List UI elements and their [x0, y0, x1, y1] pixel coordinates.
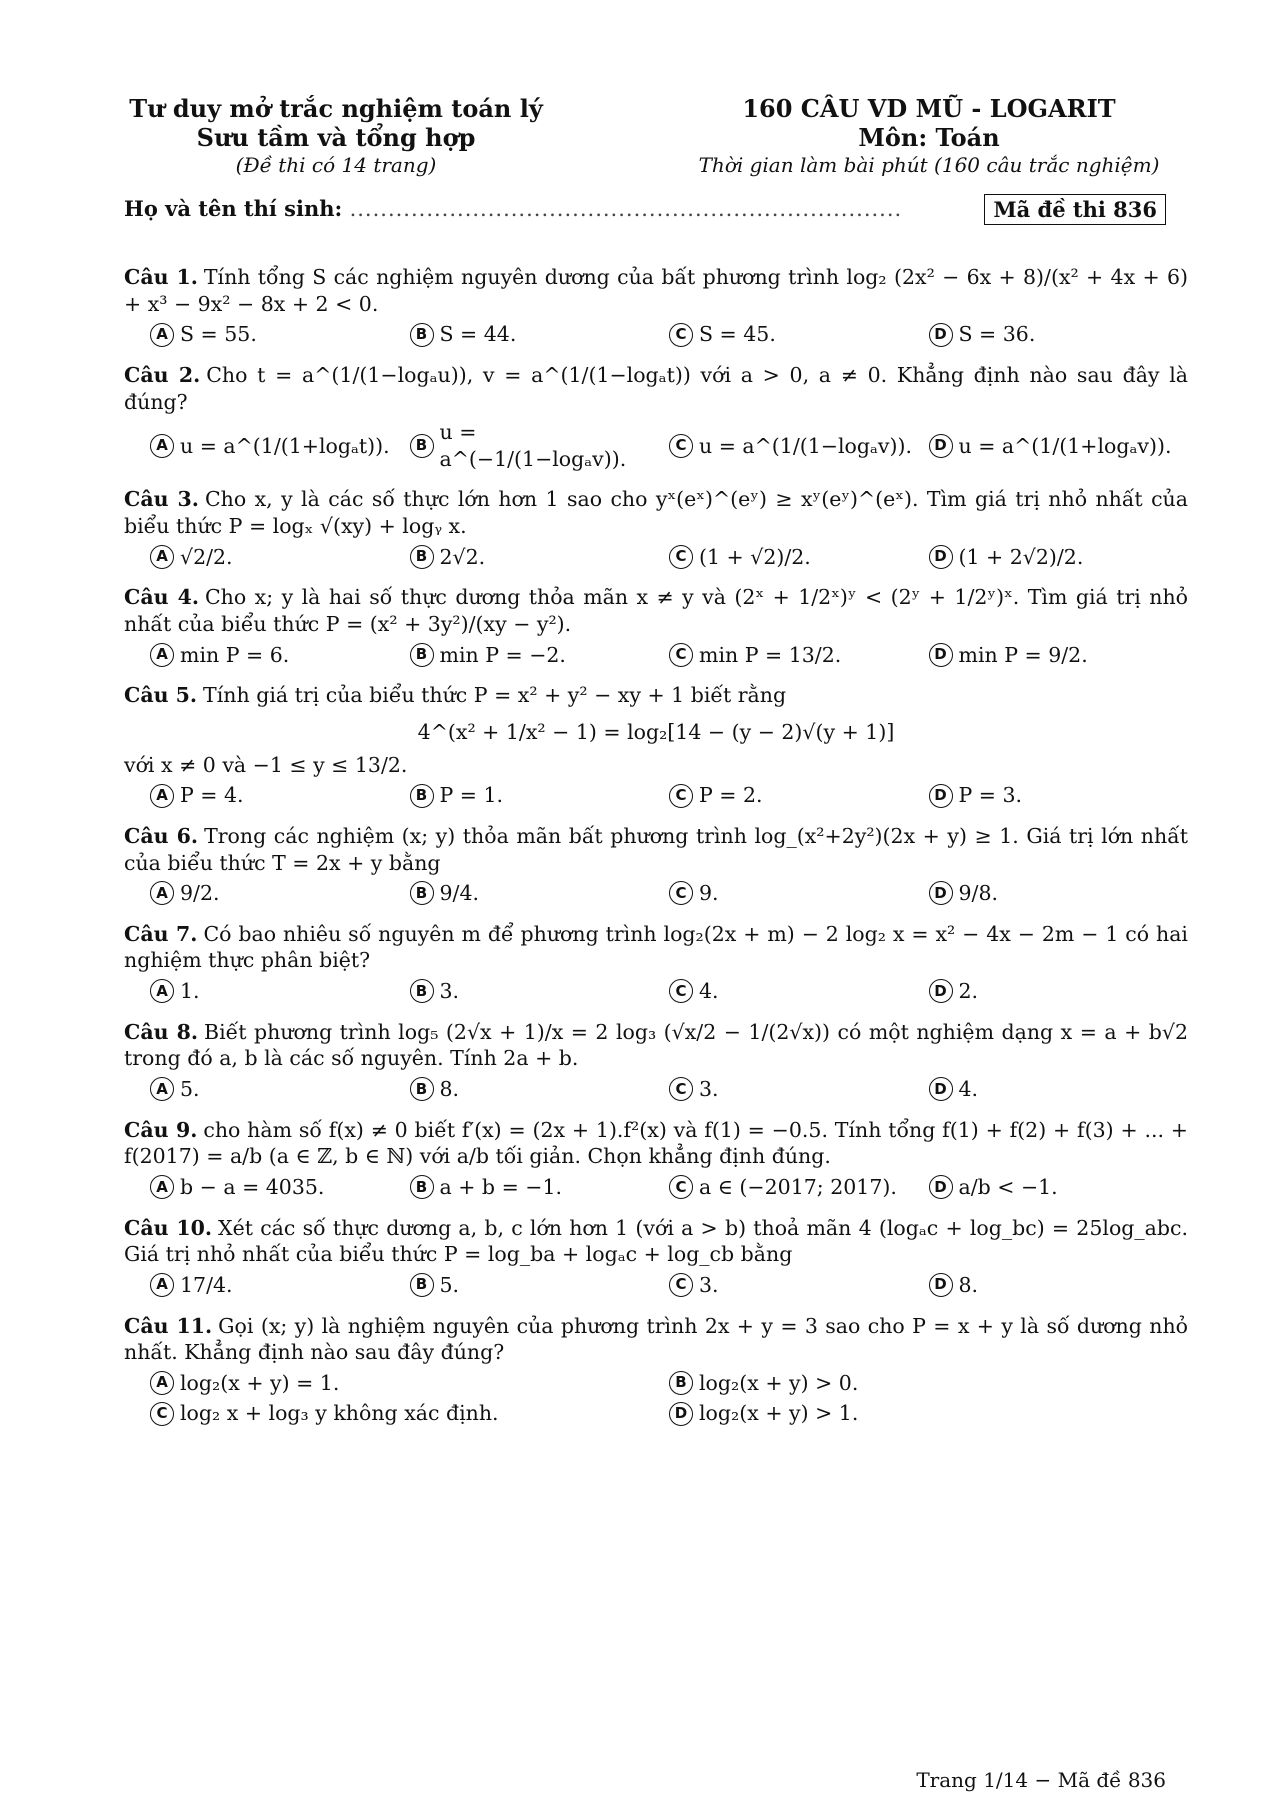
option-text: b − a = 4035. — [180, 1174, 325, 1199]
option-d[interactable] — [929, 978, 1189, 1005]
option-text: log₂(x + y) = 1. — [180, 1370, 340, 1395]
option-text: log₂ x + log₃ y không xác định. — [180, 1401, 499, 1426]
option-text: S = 45. — [699, 322, 776, 347]
subject-title: Môn: Toán — [858, 123, 1000, 153]
question-label: Câu 3. — [124, 487, 199, 512]
options-row — [124, 782, 1188, 809]
option-letter-badge: A — [150, 323, 174, 347]
question-4 — [124, 584, 1188, 668]
option-letter-badge: A — [150, 784, 174, 808]
option-c[interactable] — [669, 1076, 929, 1103]
question-text: Tính tổng S các nghiệm nguyên dương của bất phương trình log₂ (2x² − 6x + 8)/(x² + 4x + 6) + x³ − 9x² − 8x + 2 < 0. — [124, 265, 1188, 316]
options-row — [124, 544, 1188, 571]
option-letter-badge: C — [669, 323, 693, 347]
option-letter-badge: C — [669, 1077, 693, 1101]
option-text: log₂(x + y) > 0. — [699, 1370, 859, 1395]
question-text: Trong các nghiệm (x; y) thỏa mãn bất phương trình log_(x²+2y²)(2x + y) ≥ 1. Giá trị lớn nhất của biểu thức T = 2x + y bằng — [124, 823, 1188, 875]
option-letter-badge: B — [410, 1273, 434, 1297]
student-name-field: ........................................................................ — [349, 197, 903, 221]
option-a[interactable] — [150, 782, 410, 809]
option-b[interactable] — [410, 544, 670, 571]
option-text: log₂(x + y) > 1. — [699, 1401, 859, 1426]
option-letter-badge: B — [410, 545, 434, 569]
question-8 — [124, 1019, 1188, 1103]
option-text: 2. — [958, 979, 979, 1004]
display-formula: 4^(x² + 1/x² − 1) = log₂[14 − (y − 2)√(y + 1)] — [417, 719, 895, 744]
option-a[interactable] — [150, 642, 410, 669]
options-row — [124, 880, 1188, 907]
option-letter-badge: A — [150, 434, 174, 458]
option-a[interactable] — [150, 1370, 669, 1397]
option-a[interactable] — [150, 1272, 410, 1299]
option-b[interactable] — [410, 1174, 670, 1201]
option-d[interactable] — [929, 419, 1189, 472]
option-text: u = a^(−1/(1−logₐv)). — [439, 420, 627, 471]
option-c[interactable] — [669, 419, 929, 472]
question-text: cho hàm số f(x) ≠ 0 biết f′(x) = (2x + 1).f²(x) và f(1) = −0.5. Tính tổng f(1) + f(2) + f(3) + ... + f(2017) = a/b (a ∈ ℤ, b ∈ ℕ) với a/b tối giản. Chọn khẳng định đúng. — [124, 1117, 1188, 1169]
question-condition: với x ≠ 0 và −1 ≤ y ≤ 13/2. — [124, 752, 408, 777]
option-letter-badge: A — [150, 1077, 174, 1101]
option-letter-badge: C — [669, 784, 693, 808]
option-letter-badge: B — [410, 979, 434, 1003]
option-text: u = a^(1/(1+logₐt)). — [180, 433, 390, 458]
question-text: Cho t = a^(1/(1−logₐu)), v = a^(1/(1−logₐt)) với a > 0, a ≠ 0. Khẳng định nào sau đây là đúng? — [124, 362, 1188, 414]
exam-code-box: Mã đề thi 836 — [984, 194, 1166, 225]
option-text: 9/4. — [439, 881, 480, 906]
option-d[interactable] — [929, 1272, 1189, 1299]
option-text: a/b < −1. — [958, 1174, 1058, 1199]
header-left — [110, 94, 562, 177]
option-text: (1 + √2)/2. — [699, 544, 811, 569]
option-c[interactable] — [669, 544, 929, 571]
option-letter-badge: C — [669, 1273, 693, 1297]
option-text: min P = −2. — [439, 642, 566, 667]
option-c[interactable] — [669, 1174, 929, 1201]
option-letter-badge: B — [410, 643, 434, 667]
option-d[interactable] — [669, 1400, 1188, 1427]
option-text: P = 3. — [958, 783, 1023, 808]
option-letter-badge: D — [929, 1077, 953, 1101]
question-label: Câu 2. — [124, 362, 201, 387]
option-letter-badge: D — [929, 881, 953, 905]
option-a[interactable] — [150, 1076, 410, 1103]
option-text: S = 36. — [958, 322, 1036, 347]
question-label: Câu 11. — [124, 1313, 213, 1338]
option-b[interactable] — [410, 880, 670, 907]
option-letter-badge: A — [150, 545, 174, 569]
option-text: 3. — [439, 979, 460, 1004]
option-d[interactable] — [929, 880, 1189, 907]
question-7 — [124, 921, 1188, 1005]
question-10 — [124, 1215, 1188, 1299]
options-row — [124, 978, 1188, 1005]
options-row — [124, 642, 1188, 669]
option-text: 5. — [180, 1077, 200, 1102]
options-row — [124, 419, 1188, 472]
option-text: 3. — [699, 1272, 719, 1297]
option-b[interactable] — [410, 321, 670, 348]
option-letter-badge: B — [410, 323, 434, 347]
option-a[interactable] — [150, 1174, 410, 1201]
page-footer: Trang 1/14 − Mã đề 836 — [916, 1768, 1166, 1792]
option-letter-badge: D — [929, 323, 953, 347]
option-b[interactable] — [410, 978, 670, 1005]
option-d[interactable] — [929, 642, 1189, 669]
option-letter-badge: C — [150, 1402, 174, 1426]
options-row — [124, 1272, 1188, 1299]
question-label: Câu 7. — [124, 921, 198, 946]
option-letter-badge: C — [669, 1175, 693, 1199]
question-text: Cho x; y là hai số thực dương thỏa mãn x ≠ y và (2ˣ + 1/2ˣ)ʸ < (2ʸ + 1/2ʸ)ˣ. Tìm giá trị nhỏ nhất của biểu thức P = (x² + 3y²)/(xy − y²). — [124, 585, 1188, 637]
option-text: (1 + 2√2)/2. — [958, 544, 1084, 569]
option-letter-badge: D — [929, 434, 953, 458]
option-text: P = 2. — [699, 783, 763, 808]
option-text: 1. — [180, 979, 200, 1004]
option-letter-badge: C — [669, 881, 693, 905]
option-letter-badge: D — [929, 643, 953, 667]
option-letter-badge: D — [929, 979, 953, 1003]
question-label: Câu 6. — [124, 823, 199, 848]
option-letter-badge: A — [150, 1273, 174, 1297]
question-text: Gọi (x; y) là nghiệm nguyên của phương trình 2x + y = 3 sao cho P = x + y là số dương nhỏ nhất. Khẳng định nào sau đây đúng? — [124, 1313, 1188, 1365]
options-row — [124, 1076, 1188, 1103]
exam-title: 160 CÂU VD MŨ - LOGARIT — [742, 94, 1116, 123]
option-letter-badge: B — [669, 1371, 693, 1395]
option-b[interactable] — [410, 1272, 670, 1299]
page-count-note: (Đề thi có 14 trang) — [235, 152, 437, 177]
option-text: u = a^(1/(1−logₐv)). — [699, 433, 912, 458]
collection-title: Sưu tầm và tổng hợp — [196, 123, 476, 153]
option-text: S = 44. — [439, 322, 517, 347]
option-a[interactable] — [150, 978, 410, 1005]
option-c[interactable] — [150, 1400, 669, 1427]
option-b[interactable] — [410, 782, 670, 809]
option-letter-badge: A — [150, 979, 174, 1003]
options-row — [124, 321, 1188, 348]
option-c[interactable] — [669, 880, 929, 907]
option-text: 17/4. — [180, 1272, 233, 1297]
question-11 — [124, 1313, 1188, 1428]
option-b[interactable] — [410, 1076, 670, 1103]
question-label: Câu 5. — [124, 683, 198, 708]
option-c[interactable] — [669, 782, 929, 809]
options-grid — [124, 1370, 1188, 1427]
option-text: a + b = −1. — [439, 1174, 562, 1199]
option-letter-badge: D — [929, 784, 953, 808]
question-label: Câu 4. — [124, 585, 199, 610]
option-letter-badge: D — [929, 545, 953, 569]
option-text: 8. — [439, 1077, 460, 1102]
option-text: 2√2. — [439, 544, 486, 569]
option-b[interactable] — [410, 642, 670, 669]
question-text: Biết phương trình log₅ (2√x + 1)/x = 2 log₃ (√x/2 − 1/(2√x)) có một nghiệm dạng x = a + b√2 trong đó a, b là các số nguyên. Tính 2a + b. — [124, 1019, 1189, 1071]
option-letter-badge: A — [150, 881, 174, 905]
option-text: min P = 6. — [180, 642, 290, 667]
question-label: Câu 10. — [124, 1215, 213, 1240]
option-text: u = a^(1/(1+logₐv)). — [958, 433, 1172, 458]
option-text: P = 4. — [180, 783, 244, 808]
option-d[interactable] — [929, 1076, 1189, 1103]
option-d[interactable] — [929, 782, 1189, 809]
question-5 — [124, 682, 1188, 809]
student-name-row — [124, 196, 902, 221]
option-letter-badge: A — [150, 1175, 174, 1199]
header-right — [664, 94, 1194, 177]
school-title: Tư duy mở trắc nghiệm toán lý — [129, 94, 543, 123]
option-letter-badge: A — [150, 1371, 174, 1395]
option-text: 4. — [958, 1077, 979, 1102]
option-letter-badge: C — [669, 979, 693, 1003]
option-text: 9/2. — [180, 881, 220, 906]
question-text: Xét các số thực dương a, b, c lớn hơn 1 (với a > b) thoả mãn 4 (logₐc + log_bc) = 25log_abc. Giá trị nhỏ nhất của biểu thức P = log_ba + logₐc + log_cb bằng — [124, 1215, 1189, 1267]
option-text: S = 55. — [180, 322, 257, 347]
question-text: Tính giá trị của biểu thức P = x² + y² − xy + 1 biết rằng — [203, 683, 787, 708]
option-text: a ∈ (−2017; 2017). — [699, 1174, 897, 1199]
questions-list — [124, 264, 1188, 1441]
option-text: P = 1. — [439, 783, 504, 808]
option-letter-badge: D — [929, 1175, 953, 1199]
option-d[interactable] — [929, 1174, 1189, 1201]
option-d[interactable] — [929, 321, 1189, 348]
question-text: Có bao nhiêu số nguyên m để phương trình log₂(2x + m) − 2 log₂ x = x² − 4x − 2m − 1 có hai nghiệm thực phân biệt? — [124, 921, 1188, 973]
option-letter-badge: C — [669, 434, 693, 458]
option-text: 3. — [699, 1077, 719, 1102]
option-c[interactable] — [669, 1272, 929, 1299]
option-a[interactable] — [150, 544, 410, 571]
option-b[interactable] — [410, 419, 670, 472]
question-label: Câu 1. — [124, 265, 198, 289]
option-c[interactable] — [669, 642, 929, 669]
option-letter-badge: B — [410, 434, 434, 458]
option-a[interactable] — [150, 321, 410, 348]
student-name-label: Họ và tên thí sinh: — [124, 196, 343, 221]
option-a[interactable] — [150, 419, 410, 472]
question-6 — [124, 823, 1188, 907]
options-row — [124, 1174, 1188, 1201]
option-text: 5. — [439, 1272, 460, 1297]
option-letter-badge: B — [410, 1077, 434, 1101]
option-a[interactable] — [150, 880, 410, 907]
question-9 — [124, 1117, 1188, 1201]
option-text: 9. — [699, 881, 719, 906]
option-text: 8. — [958, 1272, 979, 1297]
question-text: Cho x, y là các số thực lớn hơn 1 sao cho yˣ(eˣ)^(eʸ) ≥ xʸ(eʸ)^(eˣ). Tìm giá trị nhỏ nhất của biểu thức P = logₓ √(xy) + logᵧ x. — [124, 487, 1188, 539]
option-letter-badge: A — [150, 643, 174, 667]
option-letter-badge: C — [669, 545, 693, 569]
option-text: 4. — [699, 979, 719, 1004]
option-c[interactable] — [669, 978, 929, 1005]
question-label: Câu 8. — [124, 1019, 199, 1044]
question-3 — [124, 486, 1188, 570]
option-letter-badge: D — [929, 1273, 953, 1297]
option-c[interactable] — [669, 321, 929, 348]
option-text: min P = 13/2. — [699, 642, 842, 667]
option-letter-badge: B — [410, 881, 434, 905]
option-text: √2/2. — [180, 544, 233, 569]
option-d[interactable] — [929, 544, 1189, 571]
option-letter-badge: B — [410, 1175, 434, 1199]
option-letter-badge: D — [669, 1402, 693, 1426]
option-letter-badge: B — [410, 784, 434, 808]
option-letter-badge: C — [669, 643, 693, 667]
question-2 — [124, 362, 1188, 473]
question-label: Câu 9. — [124, 1117, 198, 1142]
question-1 — [124, 264, 1188, 348]
option-text: 9/8. — [958, 881, 999, 906]
option-text: min P = 9/2. — [958, 642, 1088, 667]
time-note: Thời gian làm bài phút (160 câu trắc nghiệm) — [698, 152, 1160, 177]
option-b[interactable] — [669, 1370, 1188, 1397]
